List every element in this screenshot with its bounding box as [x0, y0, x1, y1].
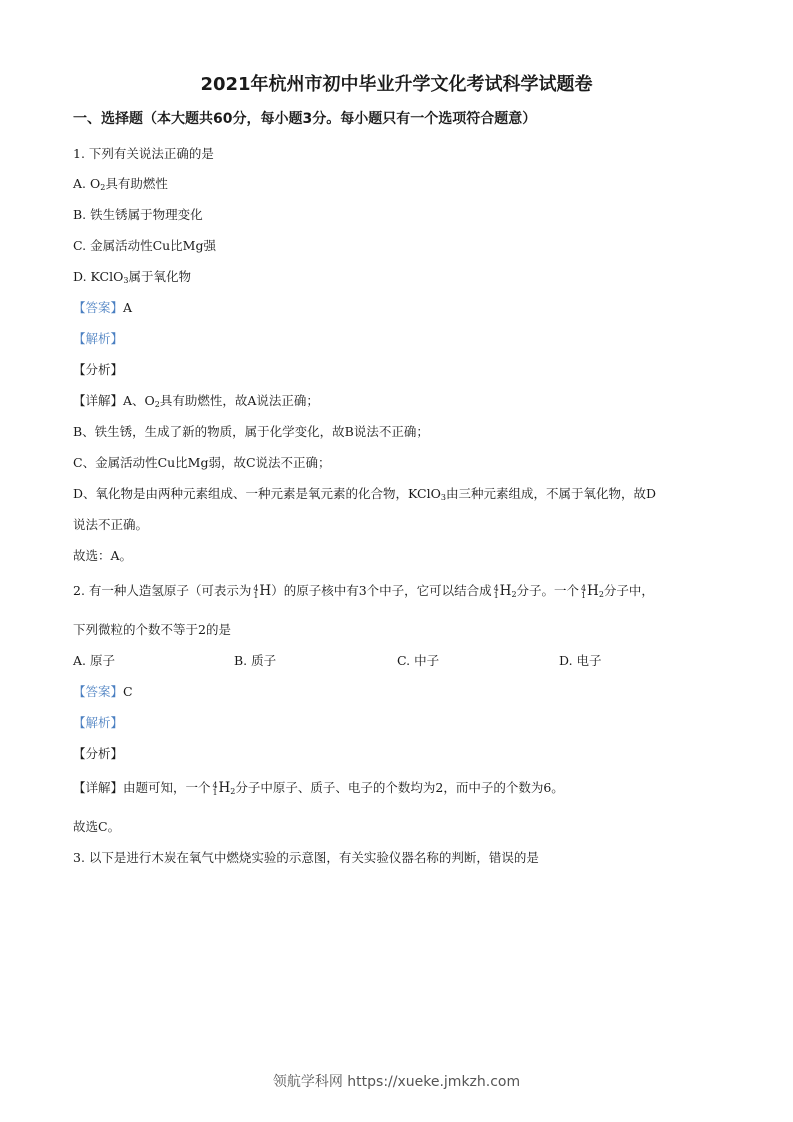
footer-watermark: 领航学科网 https://xueke.jmkzh.com: [272, 1074, 521, 1090]
section-heading: 一、选择题（本大题共60分，每小题3分。每小题只有一个选项符合题意）: [73, 111, 537, 127]
q1-option-c: C. 金属活动性Cu比Mg强: [73, 238, 216, 253]
q1-option-d: D. KClO$_3$属于氧化物: [73, 269, 191, 285]
q1-conclusion: 故选：A。: [73, 548, 133, 563]
q1-stem: 1. 下列有关说法正确的是: [73, 146, 214, 161]
isotope-notation: 4 1: [493, 584, 499, 600]
q2-option-c: C. 中子: [397, 653, 440, 668]
q2-option-b: B. 质子: [234, 653, 277, 668]
page-title: 2021年杭州市初中毕业升学文化考试科学试题卷: [200, 74, 593, 95]
q2-stem-line2: 下列微粒的个数不等于2的是: [73, 622, 231, 637]
q1-analysis-label: 【解析】: [73, 331, 124, 346]
q3-stem: 3. 以下是进行木炭在氧气中燃烧实验的示意图，有关实验仪器名称的判断，错误的是: [73, 850, 539, 865]
q2-stem: 2. 有一种人造氢原子（可表示为 4 1 H）的原子核中有3个中子，它可以结合成 4 1 $H_2$分子。一个 4 1 $H_2$分子中，: [73, 583, 654, 600]
q1-fenxi: 【分析】: [73, 362, 124, 377]
q2-fenxi: 【分析】: [73, 746, 124, 761]
q2-detail: 【详解】由题可知，一个 4 1 $H_2$分子中原子、质子、电子的个数均为2，而中子的个数为6。: [73, 780, 564, 797]
q2-analysis-label: 【解析】: [73, 715, 124, 730]
q2-answer: 【答案】C: [73, 684, 133, 699]
q1-detail-c: C、金属活动性Cu比Mg弱，故C说法不正确；: [73, 455, 331, 470]
isotope-notation: 4 1: [253, 584, 259, 600]
q1-answer: 【答案】A: [73, 300, 133, 315]
isotope-notation: 4 1: [581, 584, 587, 600]
isotope-notation: 4 1: [212, 781, 218, 797]
q1-detail-b: B、铁生锈，生成了新的物质，属于化学变化，故B说法不正确；: [73, 424, 429, 439]
q1-option-b: B. 铁生锈属于物理变化: [73, 207, 203, 222]
q2-conclusion: 故选C。: [73, 819, 121, 834]
q2-option-d: D. 电子: [559, 653, 602, 668]
q1-detail-d: D、氧化物是由两种元素组成、一种元素是氧元素的化合物，KClO$_3$由三种元素组成，不属于氧化物，故D: [73, 486, 656, 502]
q1-detail-a: 【详解】A、$O_2$具有助燃性，故A说法正确；: [73, 393, 319, 409]
q1-option-a: A. $O_2$具有助燃性: [73, 176, 168, 192]
q2-option-a: A. 原子: [73, 653, 115, 668]
q1-detail-d-cont: 说法不正确。: [73, 517, 149, 532]
